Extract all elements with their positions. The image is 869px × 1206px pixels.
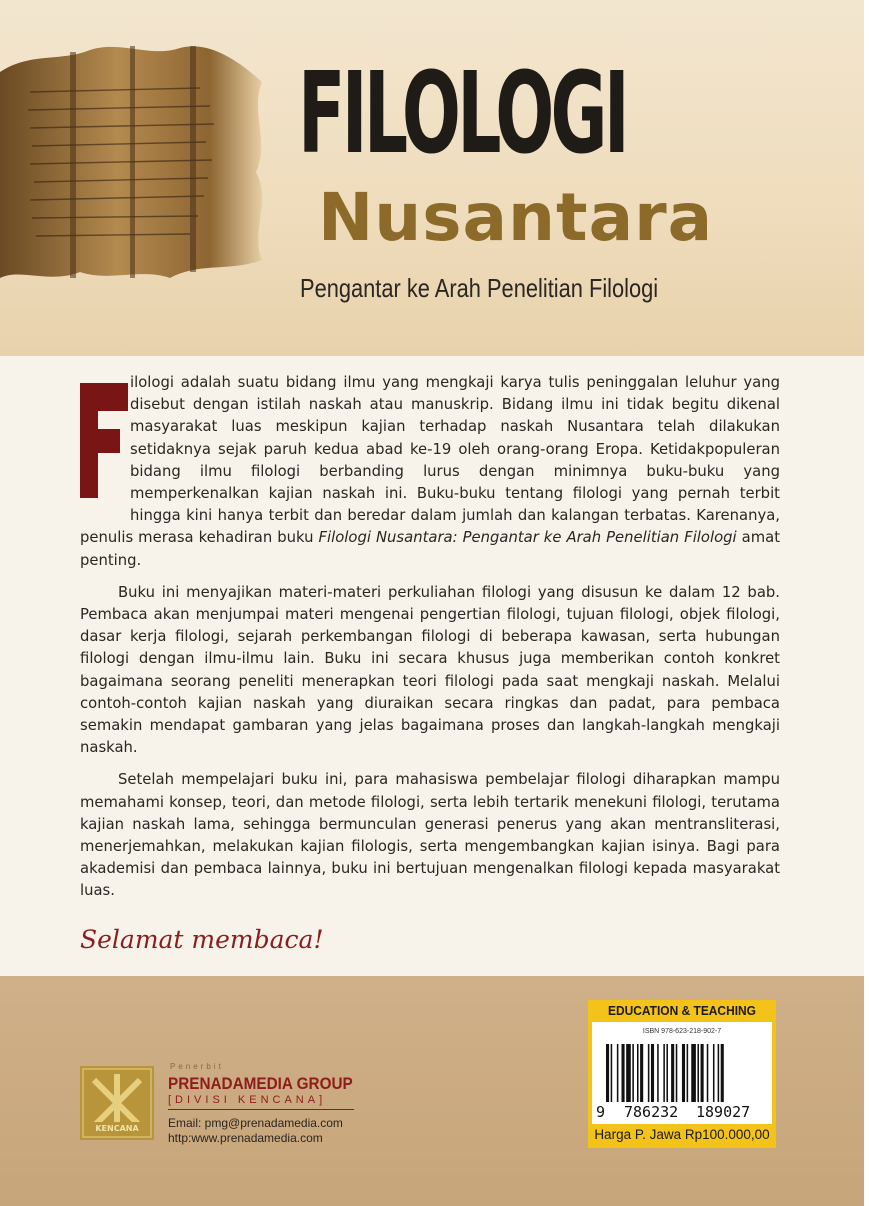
price-label: Harga P. Jawa Rp100.000,00 [594,1127,770,1142]
publisher-name: PRENADAMEDIA GROUP [168,1074,353,1093]
publisher-divider [168,1109,354,1110]
barcode-digit-prefix: 9 [596,1103,606,1121]
page-edge [864,0,869,1206]
book-subtitle: Nusantara [318,179,714,256]
manuscript-scroll-image [0,32,280,294]
publisher-division: [DIVISI KENCANA] [168,1094,327,1106]
paragraph-3: Setelah mempelajari buku ini, para mahasiswa pembelajar filologi diharapkan mampu memahami konsep, teori, dan metode filologi, serta lebih tertarik menekuni filologi, terutama kajian naskah lama, sehingga bermunculan generasi penerus yang akan mentransliterasi, menerjemahkan, melakukan kajian filologis, serta mengembangkan kajian isinya. Bagi para akademisi dan pembaca lainnya, buku ini bertujuan mengenalkan filologi kepada masyarakat luas. [80,771,780,900]
cover-header [0,0,864,356]
isbn-number: ISBN 978-623-218-902-7 [642,1028,722,1035]
barcode-panel [592,1022,772,1124]
closing-greeting: Selamat membaca! [80,925,324,954]
svg-text:KENCANA: KENCANA [95,1124,139,1133]
publisher-email: Email: pmg@prenadamedia.com [168,1116,343,1130]
barcode-digits-left: 786232 [624,1103,679,1121]
kencana-logo [80,1066,154,1140]
barcode-icon [606,1044,762,1102]
category-label: EDUCATION & TEACHING [608,1003,756,1018]
book-tagline: Pengantar ke Arah Penelitian Filologi [300,273,659,303]
isbn-box [588,1000,776,1148]
synopsis-text [80,372,780,913]
publisher-label: Penerbit [170,1062,224,1071]
emphasized-book-title: Filologi Nusantara: Pengantar ke Arah Penelitian Filologi [318,529,737,547]
book-title: FILOLOGI [298,49,626,179]
paragraph-2: Buku ini menyajikan materi-materi perkuliahan filologi yang disusun ke dalam 12 bab. Pembaca akan menjumpai materi mengenai pengertian filologi, tujuan filologi, objek filologi, dasar kerja filologi, sejarah perkembangan filologi di beberapa kawasan, serta hubungan filologi dengan ilmu-ilmu lain. Buku ini secara khusus juga memberikan contoh konkret bagaimana seorang peneliti menerapkan teori filologi pada saat mengkaji naskah. Melalui contoh-contoh kajian naskah yang diuraikan secara ringkas dan padat, para pembaca semakin mendapat gambaran yang jelas bagaimana proses dan langkah-langkah mengkaji naskah. [80,583,780,757]
paragraph-1: ilologi adalah suatu bidang ilmu yang mengkaji karya tulis peninggalan leluhur yang disebut dengan istilah naskah atau manuskrip. Bidang ilmu ini tidak begitu dikenal masyarakat luas meskipun kajian terhadap naskah Nusantara telah dilakukan setidaknya sejak paruh kedua abad ke-19 oleh orang-orang Eropa. Ketidakpopuleran bidang ilmu filologi berbanding lurus dengan minimnya buku-buku yang memperkenalkan kajian naskah ini. Buku-buku tentang filologi yang pernah terbit hingga kini hanya terbit dan beredar dalam jumlah dan kalangan terbatas. Karenanya, penulis merasa kehadiran buku Filologi Nusantara: Pengantar ke Arah Penelitian Filologi amat penting. [80,374,780,569]
publisher-website: http:www.prenadamedia.com [168,1131,323,1145]
barcode-digits-right: 189027 [696,1103,751,1121]
